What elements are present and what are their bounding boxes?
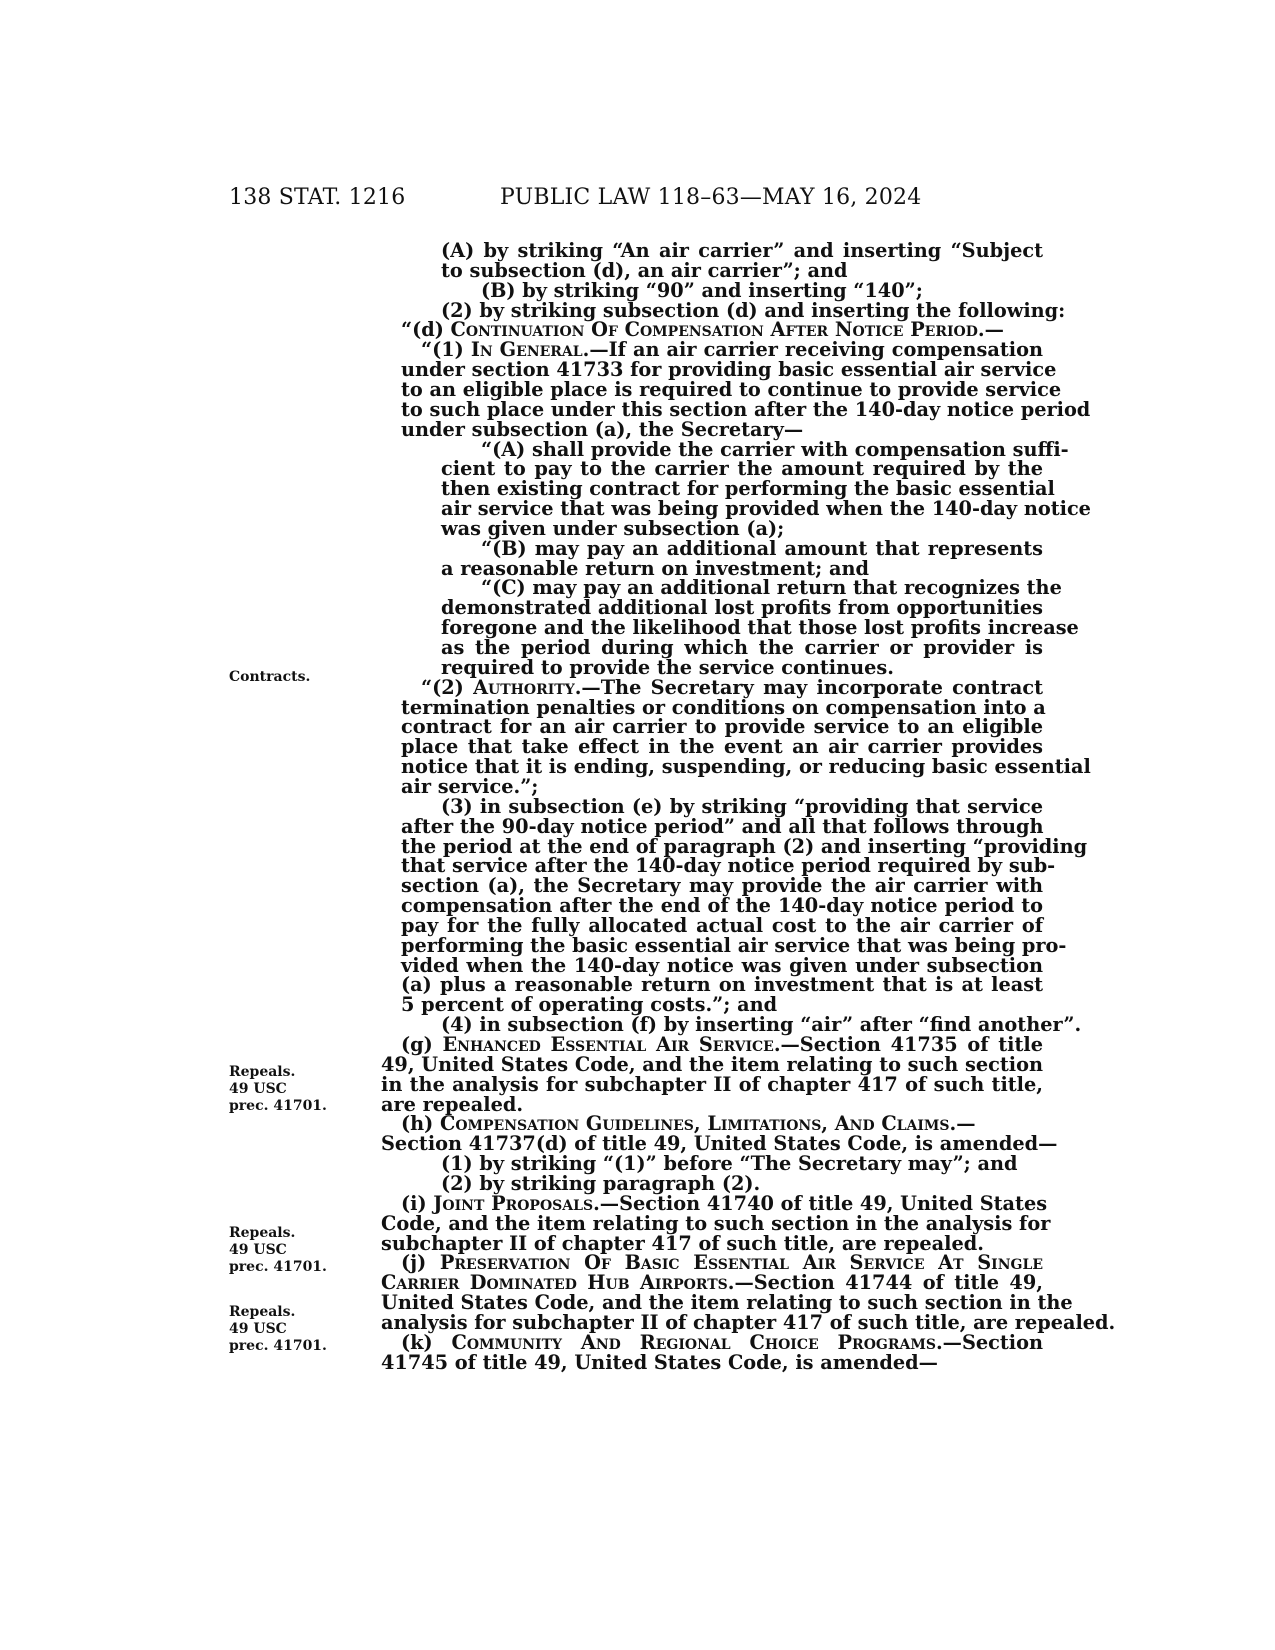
body-line: vided when the 140-day notice was given under subsection (401, 953, 1043, 977)
body-line: (g) Enhanced Essential Air Service.—Section 41735 of title (401, 1033, 1043, 1056)
margin-note-line: Contracts. (229, 669, 311, 685)
body-line: 49, United States Code, and the item relating to such section (381, 1052, 1043, 1076)
body-line: (h) Compensation Guidelines, Limitations, And Claims.— (401, 1112, 976, 1136)
body-line: 41745 of title 49, United States Code, is amended— (381, 1350, 938, 1374)
body-line: (3) in subsection (e) by striking “providing that service (441, 794, 1043, 818)
body-line: then existing contract for performing the basic essential (441, 477, 1055, 501)
body-line: after the 90-day notice period” and all that follows through (401, 814, 1044, 838)
body-line: section (a), the Secretary may provide the air carrier with (401, 874, 1043, 898)
body-line: United States Code, and the item relating to such section in the (381, 1291, 1073, 1315)
body-line: (k) Community And Regional Choice Programs.—Section (401, 1330, 1043, 1354)
body-line: (A) by striking “An air carrier” and inserting “Subject (441, 239, 1043, 262)
body-line: a reasonable return on investment; and (441, 556, 869, 580)
margin-note-line: Repeals. (229, 1304, 296, 1320)
body-line: subchapter II of chapter 417 of such title, are repealed. (381, 1231, 984, 1255)
body-line: analysis for subchapter II of chapter 417 of such title, are repealed. (381, 1310, 1116, 1334)
margin-note-repeals (229, 1304, 327, 1355)
margin-note-line: 49 USC (229, 1321, 287, 1337)
body-line: 5 percent of operating costs.”; and (401, 993, 778, 1017)
body-line: (1) by striking “(1)” before “The Secretary may”; and (441, 1152, 1018, 1176)
body-line: contract for an air carrier to provide service to an eligible (401, 715, 1043, 739)
margin-note-contracts (229, 669, 310, 686)
margin-note-line: Repeals. (229, 1225, 296, 1241)
body-line: required to provide the service continues. (441, 655, 894, 679)
body-line: cient to pay to the carrier the amount required by the (441, 457, 1043, 481)
body-line: pay for the fully allocated actual cost to the air carrier of (401, 913, 1043, 937)
body-line: that service after the 140-day notice period required by sub- (401, 854, 1056, 878)
body-line: compensation after the end of the 140-day notice period to (401, 894, 1043, 918)
margin-note-line: 49 USC (229, 1081, 287, 1097)
body-line: “(d) Continuation Of Compensation After Notice Period.— (401, 318, 1004, 342)
body-line: place that take effect in the event an air carrier provides (401, 735, 1043, 759)
margin-note-line: Repeals. (229, 1064, 296, 1080)
body-line: are repealed. (381, 1092, 524, 1116)
public-law-title: PUBLIC LAW 118–63—MAY 16, 2024 (500, 185, 922, 210)
body-line: “(C) may pay an additional return that recognizes the (481, 576, 1062, 600)
body-line: to such place under this section after the 140-day notice period (401, 397, 1091, 421)
body-line: “(B) may pay an additional amount that represents (481, 536, 1043, 560)
body-line: (2) by striking subsection (d) and inserting the following: (441, 298, 1066, 322)
body-line: as the period during which the carrier or provider is (441, 636, 1043, 659)
margin-note-line: prec. 41701. (229, 1338, 327, 1354)
body-line: termination penalties or conditions on compensation into a (401, 695, 1046, 719)
body-line: under subsection (a), the Secretary— (401, 417, 804, 441)
body-line: to an eligible place is required to continue to provide service (401, 377, 1062, 401)
body-line: demonstrated additional lost profits from opportunities (441, 596, 1043, 620)
body-line: to subsection (d), an air carrier”; and (441, 258, 848, 282)
body-line: “(A) shall provide the carrier with compensation suffi- (481, 437, 1069, 461)
body-line: air service that was being provided when the 140-day notice (441, 497, 1091, 521)
body-line: the period at the end of paragraph (2) and inserting “providing (401, 834, 1088, 858)
body-line: (j) Preservation Of Basic Essential Air Service At Single (401, 1251, 1043, 1275)
body-line: “(2) Authority.—The Secretary may incorporate contract (421, 675, 1043, 699)
body-line: (a) plus a reasonable return on investment that is at least (401, 973, 1043, 997)
body-line: notice that it is ending, suspending, or reducing basic essential (401, 755, 1091, 779)
body-line: (B) by striking “90” and inserting “140”; (481, 278, 923, 302)
body-line: (2) by striking paragraph (2). (441, 1171, 761, 1195)
margin-note-repeals (229, 1225, 327, 1276)
body-line: air service.”; (401, 774, 539, 798)
body-line: Code, and the item relating to such section in the analysis for (381, 1211, 1051, 1235)
margin-note-line: 49 USC (229, 1242, 287, 1258)
body-line: “(1) In General.—If an air carrier receiving compensation (421, 338, 1043, 362)
body-line: Section 41737(d) of title 49, United States Code, is amended— (381, 1132, 1058, 1156)
margin-note-line: prec. 41701. (229, 1098, 327, 1114)
margin-note-repeals (229, 1064, 327, 1115)
body-line: under section 41733 for providing basic essential air service (401, 358, 1057, 382)
body-line: (4) in subsection (f) by inserting “air” after “find another”. (441, 1013, 1082, 1037)
body-line: was given under subsection (a); (441, 516, 785, 540)
margin-note-line: prec. 41701. (229, 1259, 327, 1275)
body-line: (i) Joint Proposals.—Section 41740 of title 49, United States (401, 1191, 1048, 1215)
body-line: in the analysis for subchapter II of chapter 417 of such title, (381, 1072, 1043, 1096)
body-line: performing the basic essential air service that was being pro- (401, 933, 1067, 957)
body-line: foregone and the likelihood that those lost profits increase (441, 616, 1079, 640)
body-line: Carrier Dominated Hub Airports.—Section 41744 of title 49, (381, 1271, 1043, 1295)
stat-page-reference: 138 STAT. 1216 (229, 185, 406, 210)
